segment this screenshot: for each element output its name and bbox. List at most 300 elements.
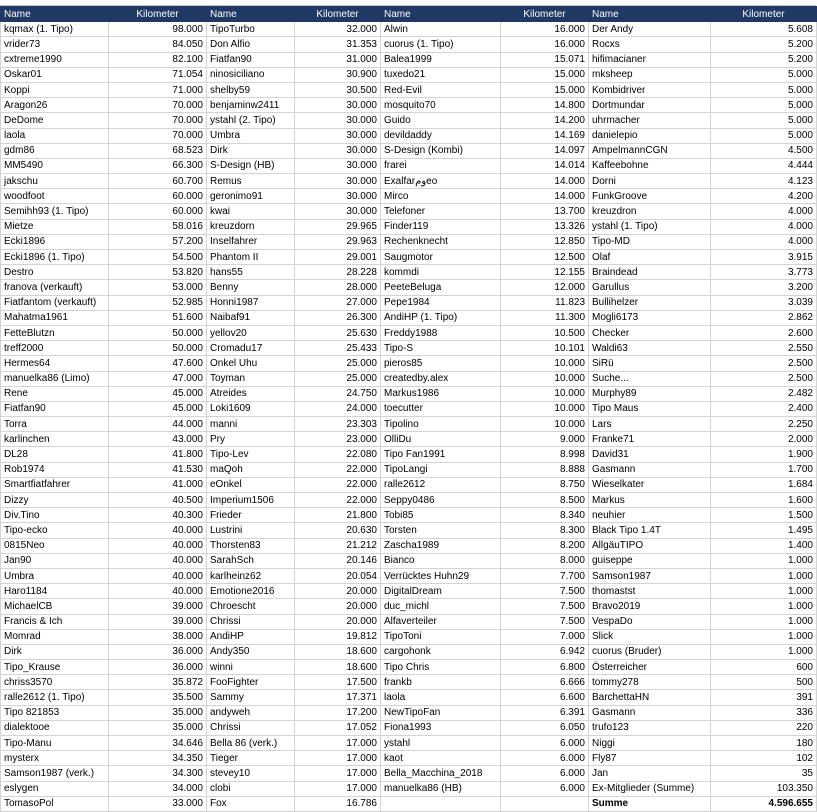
cell-name-4[interactable]: Suche...: [589, 371, 711, 386]
cell-kilometer-4[interactable]: 3.039: [711, 295, 817, 310]
cell-name-4[interactable]: neuhier: [589, 508, 711, 523]
cell-name-4[interactable]: trufo123: [589, 720, 711, 735]
cell-kilometer-2[interactable]: 25.000: [295, 371, 381, 386]
cell-name-3[interactable]: Tobi85: [381, 508, 501, 523]
cell-kilometer-2[interactable]: 30.000: [295, 158, 381, 173]
cell-name-1[interactable]: FetteBlutzn: [1, 325, 109, 340]
cell-name-2[interactable]: Umbra: [207, 128, 295, 143]
cell-kilometer-1[interactable]: 34.350: [109, 751, 207, 766]
cell-name-3[interactable]: Alwin: [381, 22, 501, 37]
cell-kilometer-1[interactable]: 43.000: [109, 432, 207, 447]
cell-kilometer-4[interactable]: 4.000: [711, 234, 817, 249]
cell-name-1[interactable]: cxtreme1990: [1, 52, 109, 67]
cell-name-2[interactable]: benjaminw2411: [207, 98, 295, 113]
cell-name-4[interactable]: Ex-Mitglieder (Summe): [589, 781, 711, 796]
cell-name-1[interactable]: Hermes64: [1, 356, 109, 371]
cell-kilometer-1[interactable]: 40.000: [109, 523, 207, 538]
cell-name-4[interactable]: thomastst: [589, 584, 711, 599]
cell-kilometer-1[interactable]: 41.800: [109, 447, 207, 462]
cell-name-3[interactable]: cuorus (1. Tipo): [381, 37, 501, 52]
cell-name-4[interactable]: Summe: [589, 796, 711, 811]
cell-kilometer-2[interactable]: 23.000: [295, 432, 381, 447]
cell-name-3[interactable]: Mirco: [381, 189, 501, 204]
cell-name-4[interactable]: hifimacianer: [589, 52, 711, 67]
cell-kilometer-2[interactable]: 28.228: [295, 265, 381, 280]
cell-kilometer-2[interactable]: 30.000: [295, 204, 381, 219]
header-kilometer-4[interactable]: Kilometer: [711, 7, 817, 22]
cell-kilometer-2[interactable]: 24.750: [295, 386, 381, 401]
cell-name-1[interactable]: Rob1974: [1, 462, 109, 477]
cell-name-1[interactable]: Ecki1896: [1, 234, 109, 249]
cell-name-2[interactable]: Phantom II: [207, 250, 295, 265]
cell-name-3[interactable]: AndiHP (1. Tipo): [381, 310, 501, 325]
cell-kilometer-2[interactable]: 23.303: [295, 417, 381, 432]
cell-kilometer-2[interactable]: 31.353: [295, 37, 381, 52]
cell-kilometer-3[interactable]: 8.998: [501, 447, 589, 462]
cell-kilometer-3[interactable]: 6.000: [501, 736, 589, 751]
cell-kilometer-3[interactable]: 14.169: [501, 128, 589, 143]
cell-name-2[interactable]: Benny: [207, 280, 295, 295]
cell-name-3[interactable]: Saugmotor: [381, 250, 501, 265]
cell-name-4[interactable]: SiRü: [589, 356, 711, 371]
cell-kilometer-3[interactable]: 8.200: [501, 538, 589, 553]
cell-kilometer-1[interactable]: 52.985: [109, 295, 207, 310]
cell-name-2[interactable]: SarahSch: [207, 553, 295, 568]
cell-name-4[interactable]: AllgäuTIPO: [589, 538, 711, 553]
cell-name-3[interactable]: pieros85: [381, 356, 501, 371]
cell-name-4[interactable]: Rocxs: [589, 37, 711, 52]
cell-name-4[interactable]: Dortmundar: [589, 98, 711, 113]
cell-kilometer-4[interactable]: 5.200: [711, 52, 817, 67]
cell-kilometer-4[interactable]: 2.862: [711, 310, 817, 325]
cell-name-1[interactable]: Tipo_Krause: [1, 660, 109, 675]
cell-kilometer-2[interactable]: 30.000: [295, 143, 381, 158]
cell-kilometer-4[interactable]: 4.596.655: [711, 796, 817, 811]
cell-kilometer-1[interactable]: 36.000: [109, 644, 207, 659]
cell-kilometer-3[interactable]: 14.014: [501, 158, 589, 173]
cell-kilometer-1[interactable]: 34.300: [109, 766, 207, 781]
cell-kilometer-2[interactable]: 17.000: [295, 766, 381, 781]
cell-name-1[interactable]: TomasoPol: [1, 796, 109, 811]
cell-name-1[interactable]: Aragon26: [1, 98, 109, 113]
cell-name-2[interactable]: Dirk: [207, 143, 295, 158]
cell-kilometer-4[interactable]: 1.400: [711, 538, 817, 553]
cell-name-1[interactable]: Momrad: [1, 629, 109, 644]
cell-name-2[interactable]: Andy350: [207, 644, 295, 659]
cell-name-3[interactable]: Alfaverteiler: [381, 614, 501, 629]
cell-name-4[interactable]: guiseppe: [589, 553, 711, 568]
cell-name-3[interactable]: Seppy0486: [381, 493, 501, 508]
cell-name-1[interactable]: MichaelCB: [1, 599, 109, 614]
cell-name-3[interactable]: frarei: [381, 158, 501, 173]
cell-name-1[interactable]: DeDome: [1, 113, 109, 128]
cell-kilometer-4[interactable]: 220: [711, 720, 817, 735]
cell-name-3[interactable]: Torsten: [381, 523, 501, 538]
cell-name-2[interactable]: Sammy: [207, 690, 295, 705]
cell-kilometer-2[interactable]: 21.212: [295, 538, 381, 553]
cell-name-1[interactable]: kqmax (1. Tipo): [1, 22, 109, 37]
cell-name-2[interactable]: Imperium1506: [207, 493, 295, 508]
cell-name-4[interactable]: tommy278: [589, 675, 711, 690]
cell-kilometer-1[interactable]: 82.100: [109, 52, 207, 67]
cell-name-4[interactable]: Black Tipo 1.4T: [589, 523, 711, 538]
cell-kilometer-2[interactable]: 30.900: [295, 67, 381, 82]
cell-name-3[interactable]: Guido: [381, 113, 501, 128]
cell-name-4[interactable]: Olaf: [589, 250, 711, 265]
cell-kilometer-1[interactable]: 40.000: [109, 553, 207, 568]
cell-name-2[interactable]: Honni1987: [207, 295, 295, 310]
cell-kilometer-1[interactable]: 50.000: [109, 341, 207, 356]
cell-name-3[interactable]: ralle2612: [381, 477, 501, 492]
cell-name-3[interactable]: PeeteBeluga: [381, 280, 501, 295]
cell-kilometer-4[interactable]: 3.773: [711, 265, 817, 280]
cell-name-4[interactable]: Kombidriver: [589, 82, 711, 97]
cell-name-3[interactable]: OlliDu: [381, 432, 501, 447]
cell-kilometer-3[interactable]: 7.000: [501, 629, 589, 644]
cell-kilometer-1[interactable]: 70.000: [109, 128, 207, 143]
cell-name-4[interactable]: Lars: [589, 417, 711, 432]
cell-kilometer-4[interactable]: 1.000: [711, 568, 817, 583]
cell-kilometer-3[interactable]: 6.391: [501, 705, 589, 720]
cell-name-4[interactable]: Jan: [589, 766, 711, 781]
cell-kilometer-4[interactable]: 5.000: [711, 82, 817, 97]
cell-kilometer-2[interactable]: 29.963: [295, 234, 381, 249]
cell-kilometer-3[interactable]: 12.000: [501, 280, 589, 295]
cell-kilometer-2[interactable]: 17.000: [295, 736, 381, 751]
header-name-4[interactable]: Name: [589, 7, 711, 22]
cell-kilometer-1[interactable]: 36.000: [109, 660, 207, 675]
cell-kilometer-3[interactable]: 14.000: [501, 189, 589, 204]
cell-kilometer-4[interactable]: 4.200: [711, 189, 817, 204]
cell-kilometer-3[interactable]: 14.097: [501, 143, 589, 158]
cell-kilometer-4[interactable]: 1.000: [711, 599, 817, 614]
cell-kilometer-1[interactable]: 40.000: [109, 538, 207, 553]
cell-kilometer-4[interactable]: 391: [711, 690, 817, 705]
cell-kilometer-3[interactable]: 6.050: [501, 720, 589, 735]
cell-kilometer-4[interactable]: 1.600: [711, 493, 817, 508]
cell-name-3[interactable]: Tipolino: [381, 417, 501, 432]
cell-kilometer-1[interactable]: 47.600: [109, 356, 207, 371]
cell-name-3[interactable]: [381, 796, 501, 811]
header-name-2[interactable]: Name: [207, 7, 295, 22]
cell-name-2[interactable]: Emotione2016: [207, 584, 295, 599]
cell-name-2[interactable]: Toyman: [207, 371, 295, 386]
cell-kilometer-1[interactable]: 68.523: [109, 143, 207, 158]
cell-kilometer-2[interactable]: 20.146: [295, 553, 381, 568]
cell-kilometer-4[interactable]: 35: [711, 766, 817, 781]
cell-name-1[interactable]: ralle2612 (1. Tipo): [1, 690, 109, 705]
cell-name-2[interactable]: andyweh: [207, 705, 295, 720]
cell-kilometer-4[interactable]: 2.500: [711, 356, 817, 371]
cell-kilometer-3[interactable]: 6.800: [501, 660, 589, 675]
cell-name-2[interactable]: ninosiciliano: [207, 67, 295, 82]
cell-name-1[interactable]: Dirk: [1, 644, 109, 659]
cell-kilometer-2[interactable]: 17.000: [295, 751, 381, 766]
cell-kilometer-2[interactable]: 22.080: [295, 447, 381, 462]
cell-kilometer-1[interactable]: 66.300: [109, 158, 207, 173]
cell-kilometer-2[interactable]: 25.433: [295, 341, 381, 356]
cell-name-4[interactable]: BarchettaHN: [589, 690, 711, 705]
cell-name-3[interactable]: NewTipoFan: [381, 705, 501, 720]
cell-kilometer-1[interactable]: 39.000: [109, 614, 207, 629]
cell-kilometer-4[interactable]: 4.444: [711, 158, 817, 173]
cell-kilometer-3[interactable]: 8.500: [501, 493, 589, 508]
cell-name-1[interactable]: karlinchen: [1, 432, 109, 447]
cell-name-2[interactable]: Onkel Uhu: [207, 356, 295, 371]
cell-kilometer-2[interactable]: 32.000: [295, 22, 381, 37]
cell-kilometer-3[interactable]: 15.000: [501, 67, 589, 82]
cell-kilometer-1[interactable]: 84.050: [109, 37, 207, 52]
cell-name-3[interactable]: DigitalDream: [381, 584, 501, 599]
cell-name-2[interactable]: Chrissi: [207, 720, 295, 735]
cell-name-2[interactable]: Fiatfan90: [207, 52, 295, 67]
cell-name-3[interactable]: kommdi: [381, 265, 501, 280]
cell-name-1[interactable]: manuelka86 (Limo): [1, 371, 109, 386]
cell-kilometer-3[interactable]: 12.850: [501, 234, 589, 249]
cell-kilometer-4[interactable]: 5.000: [711, 67, 817, 82]
cell-name-4[interactable]: Checker: [589, 325, 711, 340]
cell-name-2[interactable]: AndiHP: [207, 629, 295, 644]
cell-name-3[interactable]: Freddy1988: [381, 325, 501, 340]
cell-name-1[interactable]: mysterx: [1, 751, 109, 766]
cell-name-1[interactable]: Rene: [1, 386, 109, 401]
cell-kilometer-2[interactable]: 30.000: [295, 128, 381, 143]
cell-kilometer-4[interactable]: 5.000: [711, 128, 817, 143]
cell-name-2[interactable]: TipoTurbo: [207, 22, 295, 37]
cell-kilometer-1[interactable]: 35.000: [109, 720, 207, 735]
cell-name-1[interactable]: Dizzy: [1, 493, 109, 508]
cell-kilometer-4[interactable]: 1.684: [711, 477, 817, 492]
cell-name-3[interactable]: S-Design (Kombi): [381, 143, 501, 158]
cell-kilometer-3[interactable]: 15.000: [501, 82, 589, 97]
cell-kilometer-2[interactable]: 28.000: [295, 280, 381, 295]
cell-kilometer-3[interactable]: 7.500: [501, 614, 589, 629]
cell-name-3[interactable]: Markus1986: [381, 386, 501, 401]
cell-name-3[interactable]: TipoLangi: [381, 462, 501, 477]
cell-name-3[interactable]: ystahl: [381, 736, 501, 751]
cell-name-2[interactable]: clobi: [207, 781, 295, 796]
cell-name-2[interactable]: Loki1609: [207, 401, 295, 416]
cell-kilometer-3[interactable]: 11.823: [501, 295, 589, 310]
cell-name-4[interactable]: Wieselkater: [589, 477, 711, 492]
cell-name-4[interactable]: ystahl (1. Tipo): [589, 219, 711, 234]
cell-name-1[interactable]: jakschu: [1, 174, 109, 189]
cell-kilometer-2[interactable]: 21.800: [295, 508, 381, 523]
cell-name-3[interactable]: laola: [381, 690, 501, 705]
cell-kilometer-4[interactable]: 1.000: [711, 584, 817, 599]
cell-name-3[interactable]: Tipo-S: [381, 341, 501, 356]
cell-name-2[interactable]: Pry: [207, 432, 295, 447]
cell-kilometer-1[interactable]: 40.500: [109, 493, 207, 508]
cell-name-4[interactable]: kreuzdron: [589, 204, 711, 219]
cell-kilometer-3[interactable]: 11.300: [501, 310, 589, 325]
cell-name-2[interactable]: Atreides: [207, 386, 295, 401]
cell-kilometer-1[interactable]: 47.000: [109, 371, 207, 386]
cell-name-3[interactable]: Telefoner: [381, 204, 501, 219]
cell-name-3[interactable]: Finder119: [381, 219, 501, 234]
cell-name-4[interactable]: Gasmann: [589, 462, 711, 477]
cell-kilometer-1[interactable]: 41.530: [109, 462, 207, 477]
cell-kilometer-4[interactable]: 103.350: [711, 781, 817, 796]
header-name-3[interactable]: Name: [381, 7, 501, 22]
cell-kilometer-1[interactable]: 53.000: [109, 280, 207, 295]
cell-kilometer-2[interactable]: 22.000: [295, 493, 381, 508]
cell-name-2[interactable]: maQoh: [207, 462, 295, 477]
cell-kilometer-3[interactable]: 6.600: [501, 690, 589, 705]
cell-name-3[interactable]: Pepe1984: [381, 295, 501, 310]
cell-name-2[interactable]: S-Design (HB): [207, 158, 295, 173]
cell-kilometer-4[interactable]: 2.400: [711, 401, 817, 416]
cell-name-1[interactable]: Tipo-Manu: [1, 736, 109, 751]
cell-kilometer-3[interactable]: 15.071: [501, 52, 589, 67]
cell-name-3[interactable]: mosquito70: [381, 98, 501, 113]
cell-name-2[interactable]: Inselfahrer: [207, 234, 295, 249]
cell-kilometer-3[interactable]: 8.340: [501, 508, 589, 523]
cell-name-1[interactable]: vrider73: [1, 37, 109, 52]
cell-kilometer-3[interactable]: 8.750: [501, 477, 589, 492]
cell-name-1[interactable]: Torra: [1, 417, 109, 432]
cell-name-2[interactable]: Chroescht: [207, 599, 295, 614]
cell-name-1[interactable]: gdm86: [1, 143, 109, 158]
cell-kilometer-3[interactable]: 16.000: [501, 22, 589, 37]
cell-kilometer-3[interactable]: 16.000: [501, 37, 589, 52]
cell-kilometer-2[interactable]: 25.000: [295, 356, 381, 371]
cell-name-1[interactable]: DL28: [1, 447, 109, 462]
cell-name-1[interactable]: Oskar01: [1, 67, 109, 82]
cell-name-3[interactable]: Tipo Fan1991: [381, 447, 501, 462]
cell-kilometer-3[interactable]: 6.000: [501, 751, 589, 766]
cell-kilometer-4[interactable]: 180: [711, 736, 817, 751]
header-kilometer-1[interactable]: Kilometer: [109, 7, 207, 22]
cell-kilometer-2[interactable]: 20.000: [295, 599, 381, 614]
cell-kilometer-1[interactable]: 35.000: [109, 705, 207, 720]
cell-kilometer-3[interactable]: 7.700: [501, 568, 589, 583]
cell-name-1[interactable]: Fiatfan90: [1, 401, 109, 416]
cell-name-4[interactable]: Mogli6173: [589, 310, 711, 325]
cell-name-2[interactable]: shelby59: [207, 82, 295, 97]
cell-kilometer-4[interactable]: 600: [711, 660, 817, 675]
cell-name-3[interactable]: cargohonk: [381, 644, 501, 659]
cell-kilometer-3[interactable]: 14.800: [501, 98, 589, 113]
cell-name-3[interactable]: Tipo Chris: [381, 660, 501, 675]
cell-kilometer-3[interactable]: 10.000: [501, 401, 589, 416]
cell-kilometer-4[interactable]: 1.000: [711, 553, 817, 568]
cell-kilometer-3[interactable]: 6.000: [501, 781, 589, 796]
cell-kilometer-2[interactable]: 17.500: [295, 675, 381, 690]
cell-kilometer-4[interactable]: 1.700: [711, 462, 817, 477]
cell-name-3[interactable]: Zascha1989: [381, 538, 501, 553]
cell-kilometer-4[interactable]: 336: [711, 705, 817, 720]
cell-name-1[interactable]: 0815Neo: [1, 538, 109, 553]
cell-name-2[interactable]: geronimo91: [207, 189, 295, 204]
cell-kilometer-4[interactable]: 2.250: [711, 417, 817, 432]
cell-name-2[interactable]: Cromadu17: [207, 341, 295, 356]
cell-name-3[interactable]: devildaddy: [381, 128, 501, 143]
cell-kilometer-1[interactable]: 41.000: [109, 477, 207, 492]
cell-name-4[interactable]: Tipo Maus: [589, 401, 711, 416]
cell-kilometer-2[interactable]: 20.000: [295, 584, 381, 599]
cell-name-3[interactable]: Bianco: [381, 553, 501, 568]
cell-kilometer-1[interactable]: 45.000: [109, 401, 207, 416]
cell-kilometer-3[interactable]: 10.101: [501, 341, 589, 356]
cell-name-4[interactable]: danielepio: [589, 128, 711, 143]
cell-kilometer-3[interactable]: 8.888: [501, 462, 589, 477]
cell-kilometer-1[interactable]: 54.500: [109, 250, 207, 265]
cell-name-4[interactable]: cuorus (Bruder): [589, 644, 711, 659]
cell-kilometer-3[interactable]: 10.000: [501, 356, 589, 371]
cell-name-4[interactable]: uhrmacher: [589, 113, 711, 128]
cell-kilometer-2[interactable]: 20.054: [295, 568, 381, 583]
cell-kilometer-3[interactable]: 10.500: [501, 325, 589, 340]
cell-kilometer-4[interactable]: 5.608: [711, 22, 817, 37]
cell-name-3[interactable]: manuelka86 (HB): [381, 781, 501, 796]
cell-kilometer-2[interactable]: 30.500: [295, 82, 381, 97]
cell-kilometer-4[interactable]: 1.000: [711, 644, 817, 659]
cell-kilometer-1[interactable]: 35.500: [109, 690, 207, 705]
cell-kilometer-4[interactable]: 2.550: [711, 341, 817, 356]
cell-name-2[interactable]: Naibaf91: [207, 310, 295, 325]
cell-kilometer-1[interactable]: 45.000: [109, 386, 207, 401]
cell-name-1[interactable]: chriss3570: [1, 675, 109, 690]
cell-kilometer-1[interactable]: 51.600: [109, 310, 207, 325]
cell-name-4[interactable]: mksheep: [589, 67, 711, 82]
cell-kilometer-4[interactable]: 1.900: [711, 447, 817, 462]
header-kilometer-3[interactable]: Kilometer: [501, 7, 589, 22]
cell-kilometer-2[interactable]: 20.000: [295, 614, 381, 629]
cell-name-2[interactable]: Remus: [207, 174, 295, 189]
cell-name-1[interactable]: Samson1987 (verk.): [1, 766, 109, 781]
cell-name-2[interactable]: eOnkel: [207, 477, 295, 492]
cell-kilometer-1[interactable]: 34.646: [109, 736, 207, 751]
cell-name-4[interactable]: Markus: [589, 493, 711, 508]
cell-kilometer-3[interactable]: 10.000: [501, 417, 589, 432]
cell-name-2[interactable]: hans55: [207, 265, 295, 280]
cell-name-1[interactable]: Koppi: [1, 82, 109, 97]
cell-name-2[interactable]: FooFighter: [207, 675, 295, 690]
cell-name-4[interactable]: Niggi: [589, 736, 711, 751]
cell-name-3[interactable]: frankb: [381, 675, 501, 690]
cell-kilometer-4[interactable]: 4.000: [711, 204, 817, 219]
cell-kilometer-4[interactable]: 5.000: [711, 98, 817, 113]
cell-name-4[interactable]: Slick: [589, 629, 711, 644]
cell-name-1[interactable]: eslygen: [1, 781, 109, 796]
cell-name-1[interactable]: dialektooe: [1, 720, 109, 735]
cell-name-2[interactable]: Thorsten83: [207, 538, 295, 553]
cell-kilometer-2[interactable]: 18.600: [295, 644, 381, 659]
cell-name-3[interactable]: Red-Evil: [381, 82, 501, 97]
cell-name-4[interactable]: Tipo-MD: [589, 234, 711, 249]
cell-kilometer-1[interactable]: 58.016: [109, 219, 207, 234]
cell-name-2[interactable]: stevey10: [207, 766, 295, 781]
cell-kilometer-4[interactable]: 5.200: [711, 37, 817, 52]
cell-kilometer-4[interactable]: 1.000: [711, 629, 817, 644]
cell-name-3[interactable]: createdby.alex: [381, 371, 501, 386]
cell-name-1[interactable]: Smartfiatfahrer: [1, 477, 109, 492]
cell-kilometer-3[interactable]: 6.000: [501, 766, 589, 781]
cell-kilometer-1[interactable]: 34.000: [109, 781, 207, 796]
cell-name-4[interactable]: Fly87: [589, 751, 711, 766]
cell-kilometer-2[interactable]: 30.000: [295, 113, 381, 128]
cell-kilometer-4[interactable]: 2.482: [711, 386, 817, 401]
cell-name-1[interactable]: Destro: [1, 265, 109, 280]
cell-name-3[interactable]: Balea1999: [381, 52, 501, 67]
cell-kilometer-3[interactable]: 8.300: [501, 523, 589, 538]
cell-name-4[interactable]: Franke71: [589, 432, 711, 447]
cell-name-4[interactable]: Österreicher: [589, 660, 711, 675]
cell-name-1[interactable]: Mahatma1961: [1, 310, 109, 325]
cell-kilometer-1[interactable]: 71.000: [109, 82, 207, 97]
cell-kilometer-1[interactable]: 40.000: [109, 584, 207, 599]
